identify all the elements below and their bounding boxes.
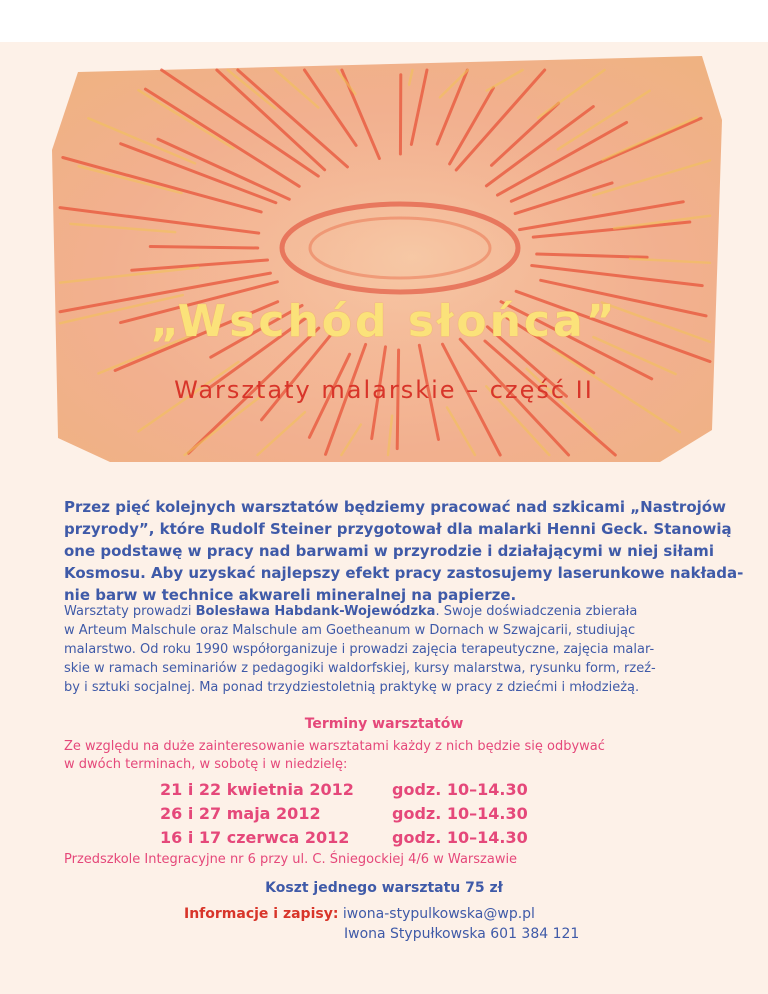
poster-subtitle: Warsztaty malarskie – część II (174, 376, 594, 404)
intro-line: przyrody”, które Rudolf Steiner przygotował dla malarki Henni Geck. Stanowią (64, 520, 732, 538)
date-row (160, 802, 528, 826)
poster-title: „Wschód słońca” (150, 296, 618, 347)
contact-label: Informacje i zapisy: (184, 906, 339, 922)
intro-line: Przez pięć kolejnych warsztatów będziemy pracować nad szkicami „Nastrojów (64, 498, 726, 516)
time-value: godz. 10–14.30 (392, 828, 528, 847)
terms-note-line: Ze względu na duże zainteresowanie warsztatami każdy z nich będzie się odbywać (64, 739, 605, 754)
date-row (160, 826, 528, 850)
leader-line: by i sztuki socjalnej. Ma ponad trzydziestoletnią praktykę w pracy z dziećmi i młodzieżą. (64, 680, 640, 695)
intro-line: Kosmosu. Aby uzyskać najlepszy efekt pracy zastosujemy laserunkowe nakłada- (64, 564, 744, 582)
leader-line (64, 602, 724, 621)
contact-email-link[interactable]: iwona-stypulkowska@wp.pl (342, 906, 535, 922)
sun-ray (150, 246, 257, 248)
contact-person: Iwona Stypułkowska 601 384 121 (344, 926, 580, 942)
dates-list (160, 778, 528, 850)
intro-line: nie barw w technice akwareli mineralnej na papierze. (64, 586, 517, 604)
intro-line: one podstawę w pracy nad barwami w przyrodzie i działającymi w niej siłami (64, 542, 714, 560)
intro-paragraph (64, 496, 744, 606)
time-value: godz. 10–14.30 (392, 804, 528, 823)
date-value: 16 i 17 czerwca 2012 (160, 828, 350, 847)
leader-suffix: . Swoje doświadczenia zbierała (435, 604, 638, 619)
terms-heading: Terminy warsztatów (304, 716, 464, 732)
contact-row (184, 904, 579, 924)
terms-note-line: w dwóch terminach, w sobotę i w niedzielę: (64, 757, 348, 772)
leader-line: skie w ramach seminariów z pedagogiki waldorfskiej, kursy malarstwa, rysunku form, rzeź- (64, 661, 656, 676)
date-value: 26 i 27 maja 2012 (160, 804, 321, 823)
date-value: 21 i 22 kwietnia 2012 (160, 780, 354, 799)
contact-block (184, 904, 579, 944)
leader-name: Bolesława Habdank-Wojewódzka (195, 604, 436, 619)
leader-line: w Arteum Malschule oraz Malschule am Goetheanum w Dornach w Szwajcarii, studiując (64, 623, 636, 638)
leader-line: malarstwo. Od roku 1990 współorganizuje i prowadzi zajęcia terapeutyczne, zajęcia malar- (64, 642, 655, 657)
cost-text: Koszt jednego warsztatu 75 zł (265, 880, 503, 896)
sunrise-painting (0, 0, 768, 480)
venue-text: Przedszkole Integracyjne nr 6 przy ul. C. Śniegockiej 4/6 w Warszawie (64, 852, 518, 867)
time-value: godz. 10–14.30 (392, 780, 528, 799)
leader-prefix: Warsztaty prowadzi (64, 604, 196, 619)
date-row (160, 778, 528, 802)
leader-paragraph (64, 602, 724, 697)
terms-note (64, 738, 724, 774)
